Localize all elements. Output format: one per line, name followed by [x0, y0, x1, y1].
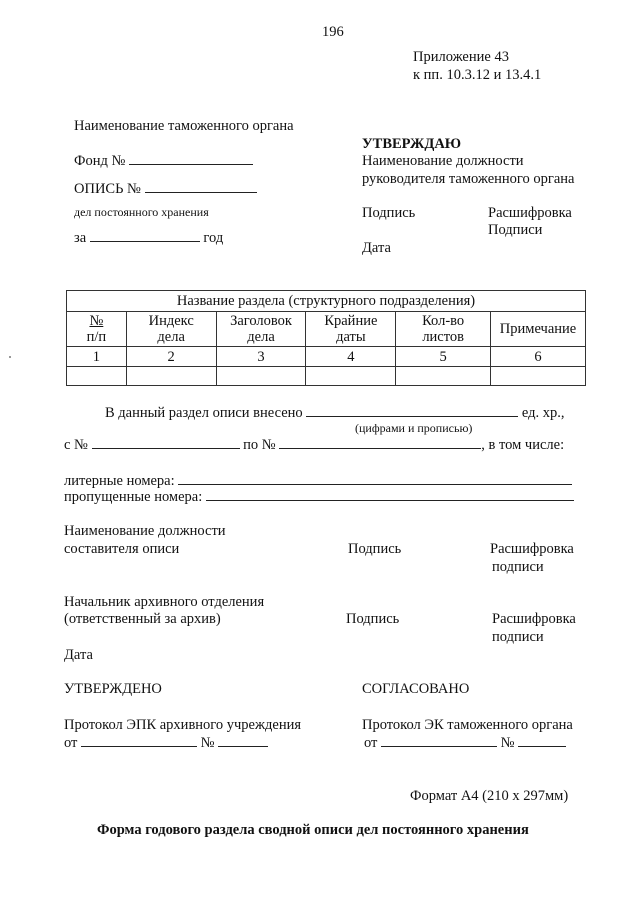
entered-count-input[interactable] [306, 404, 518, 417]
opis-label: ОПИСЬ № [74, 181, 141, 197]
compiler-position-line1: Наименование должности [64, 523, 226, 539]
column-header: № п/п [67, 312, 127, 347]
format-note: Формат А4 (210 х 297мм) [410, 788, 569, 804]
compiler-position-line2: составителя описи [64, 541, 180, 557]
fond-number-input[interactable] [129, 152, 253, 165]
column-number: 3 [216, 347, 306, 367]
approver-date-label: Дата [362, 240, 391, 256]
compiler-decoding-line1: Расшифровка [490, 541, 574, 557]
including-label: , в том числе: [481, 437, 565, 453]
table-cell[interactable] [491, 367, 586, 386]
approved-title: УТВЕРЖДЕНО [64, 681, 162, 697]
approved-protocol-label: Протокол ЭПК архивного учреждения [64, 717, 302, 733]
org-name-label: Наименование таможенного органа [74, 118, 294, 134]
approved-protocol-field [64, 734, 268, 752]
column-header: Примечание [491, 312, 586, 347]
archive-head-position-line2: (ответственный за архив) [64, 611, 221, 627]
agreed-number-input[interactable] [518, 734, 566, 747]
number-range-field [64, 436, 564, 454]
column-header: Кол-во листов [396, 312, 491, 347]
approver-decoding-line1: Расшифровка [488, 205, 572, 221]
table-header-row [67, 312, 586, 347]
entered-hint: (цифрами и прописью) [355, 421, 473, 435]
fond-label: Фонд № [74, 153, 126, 169]
entered-prefix: В данный раздел описи внесено [105, 405, 303, 421]
table-cell[interactable] [306, 367, 396, 386]
approved-number-input[interactable] [218, 734, 268, 747]
section-title-cell: Название раздела (структурного подразделения) [67, 291, 586, 312]
appendix-title: Приложение 43 [413, 49, 509, 65]
from-number-label: с № [64, 437, 88, 453]
table-title-row [67, 291, 586, 312]
column-numbers-row [67, 347, 586, 367]
from-number-input[interactable] [92, 436, 240, 449]
approve-title: УТВЕРЖДАЮ [362, 136, 462, 152]
appendix-reference: к пп. 10.3.12 и 13.4.1 [413, 67, 542, 83]
agreed-date-input[interactable] [381, 734, 497, 747]
entered-suffix: ед. хр., [521, 405, 565, 421]
archive-head-date-label: Дата [64, 647, 93, 663]
archive-head-decoding-line1: Расшифровка [492, 611, 576, 627]
opis-number-input[interactable] [145, 180, 257, 193]
letter-numbers-label: литерные номера: [64, 473, 175, 489]
agreed-protocol-label: Протокол ЭК таможенного органа [362, 717, 573, 733]
skipped-numbers-input[interactable] [206, 488, 574, 501]
fond-field [74, 152, 253, 170]
scan-artifact [9, 356, 11, 358]
agreed-title: СОГЛАСОВАНО [362, 681, 470, 697]
column-header: Индекс дела [126, 312, 216, 347]
agreed-protocol-field [364, 734, 566, 752]
archive-head-decoding-line2: подписи [492, 629, 544, 645]
opis-subtitle: дел постоянного хранения [74, 205, 209, 219]
year-suffix: год [203, 230, 224, 246]
approver-position-line2: руководителя таможенного органа [362, 171, 575, 187]
column-number: 4 [306, 347, 396, 367]
column-header: Крайние даты [306, 312, 396, 347]
inventory-table [66, 290, 586, 386]
table-cell[interactable] [67, 367, 127, 386]
letter-numbers-input[interactable] [178, 472, 572, 485]
page-number: 196 [322, 24, 344, 40]
year-input[interactable] [90, 229, 200, 242]
entered-count-field [105, 404, 565, 422]
approved-date-input[interactable] [81, 734, 197, 747]
to-number-input[interactable] [279, 436, 481, 449]
approver-position-line1: Наименование должности [362, 153, 524, 169]
table-cell[interactable] [216, 367, 306, 386]
to-number-label: по № [243, 437, 276, 453]
skipped-numbers-field [64, 488, 574, 506]
approved-from-label: от [64, 735, 78, 751]
approver-decoding-line2: Подписи [488, 222, 543, 238]
year-field [74, 229, 223, 247]
table-cell[interactable] [396, 367, 491, 386]
compiler-signature-label: Подпись [348, 541, 402, 557]
column-number: 1 [67, 347, 127, 367]
archive-head-position-line1: Начальник архивного отделения [64, 594, 265, 610]
opis-field [74, 180, 257, 198]
table-cell[interactable] [126, 367, 216, 386]
approved-number-label: № [200, 735, 215, 751]
year-prefix: за [74, 230, 87, 246]
table-row [67, 367, 586, 386]
agreed-from-label: от [364, 735, 378, 751]
column-number: 6 [491, 347, 586, 367]
agreed-number-label: № [500, 735, 515, 751]
column-number: 5 [396, 347, 491, 367]
column-header: Заголовок дела [216, 312, 306, 347]
form-title: Форма годового раздела сводной описи дел постоянного хранения [97, 822, 529, 838]
compiler-decoding-line2: подписи [492, 559, 544, 575]
approver-signature-label: Подпись [362, 205, 416, 221]
column-number: 2 [126, 347, 216, 367]
archive-head-signature-label: Подпись [346, 611, 400, 627]
skipped-numbers-label: пропущенные номера: [64, 489, 203, 505]
